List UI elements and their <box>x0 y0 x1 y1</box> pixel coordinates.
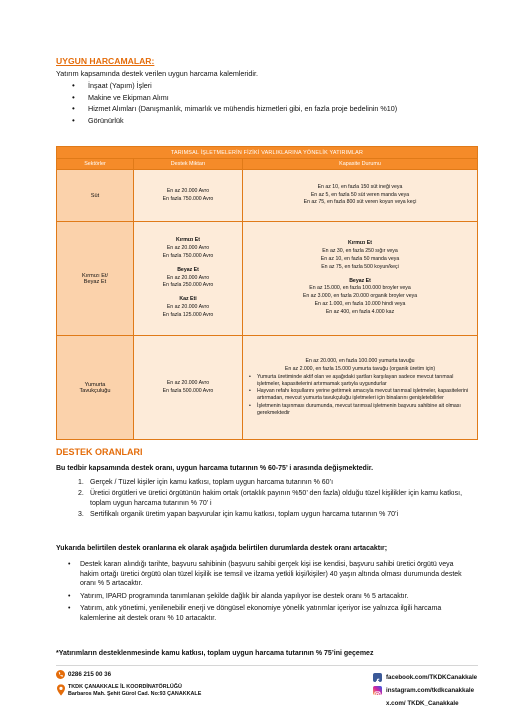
amount-cell <box>134 336 243 440</box>
table-row <box>57 336 478 440</box>
list-item: • İnşaat (Yapım) İşleri <box>66 80 397 92</box>
section-title-uygun-harcamalar: UYGUN HARCAMALAR: <box>56 56 155 66</box>
footer-address: Barbaros Mah. Şehit Gürol Cad. No:93 ÇANAKKALE <box>68 691 202 697</box>
location-icon <box>57 684 65 696</box>
sector-sut: Süt <box>57 170 134 222</box>
capacity-line: En az 20.000, en fazla 100.000 yumurta tavuğu <box>305 358 415 365</box>
list-number: 2. <box>78 490 84 497</box>
support-rate-summary: Bu tedbir kapsamında destek oranı, uygun harcama tutarının % 60-75’ i arasında değişmektedir. <box>56 465 374 472</box>
amount-line: En fazla 250.000 Avro <box>162 282 214 289</box>
capacity-line: En az 3.000, en fazla 20.000 organik broyler veya <box>302 293 418 300</box>
amount-cell <box>134 222 243 336</box>
intro-text: Yatırım kapsamında destek verilen uygun harcama kalemleridir. <box>56 69 259 78</box>
table-row <box>57 222 478 336</box>
footer-facebook-link[interactable]: facebook.com/TKDKCanakkale <box>386 674 478 681</box>
list-item: • Yatırım, atık yönetimi, yenilenebilir enerji ve döngüsel ekonomiye yönelik yatırımlar içeriyor ise yalnızca ilgili harcama kalemlerine ait destek oranı % 10 artacaktır. <box>66 604 474 623</box>
capacity-cell <box>243 336 478 440</box>
additional-rate-list <box>66 560 474 627</box>
capacity-label: Kırmızı Et <box>348 240 372 247</box>
amount-cell <box>134 170 243 222</box>
list-item: • İşletmenin taşınması durumunda, mevcut tarımsal işletmenin başvuru sahibine ait olması gerekmektedir <box>257 403 471 417</box>
capacity-label: Beyaz Et <box>349 277 371 284</box>
amount-label: Kaz Eti <box>179 296 197 303</box>
list-item: • Yatırım, IPARD programında tanımlanan şekilde dağlık bir alanda yapılıyor ise destek oranı % 5 artacaktır. <box>66 592 474 602</box>
amount-line: En fazla 750.000 Avro <box>162 253 214 259</box>
capacity-line: En az 75, en fazla 500 koyun/keçi <box>321 263 399 270</box>
capacity-line: En az 400, en fazla 4.000 kaz <box>325 308 395 315</box>
list-number: 3. <box>78 511 84 518</box>
amount-line: En az 20.000 Avro <box>166 379 210 386</box>
sector-line: Beyaz Et <box>83 278 107 285</box>
header-capacity: Kapasite Durumu <box>243 159 478 170</box>
facebook-icon <box>373 673 382 682</box>
list-text: Gerçek / Tüzel kişiler için kamu katkısı, toplam uygun harcama tutarının % 60’ı <box>90 479 334 486</box>
capacity-cell <box>243 170 478 222</box>
instagram-icon <box>373 686 382 695</box>
investment-table <box>56 146 478 440</box>
table-row <box>57 170 478 222</box>
sector-line: Kırmızı Et/ <box>81 272 109 279</box>
additional-rate-intro: Yukarıda belirtilen destek oranlarına ek olarak aşağıda belirtilen durumlarda destek oranı artacaktır; <box>56 545 388 552</box>
capacity-line: En az 10, en fazla 150 süt ineği veya <box>317 183 403 190</box>
capacity-line: En az 1.000, en fazla 10.000 hindi veya <box>314 300 406 307</box>
numbered-list <box>78 478 470 521</box>
list-item: • Hizmet Alımları (Danışmanlık, mimarlık ve mühendis hizmetleri gibi, en fazla proje bedelinin %10) <box>66 103 397 115</box>
sector-yumurta <box>57 336 134 440</box>
list-item: • Görünürlük <box>66 115 397 127</box>
amount-line: En az 20.000 Avro <box>166 274 210 281</box>
amount-line: En fazla 750.000 Avro <box>162 195 214 202</box>
list-item: • Yumurta üretiminde aktif olan ve aşağıdaki şartları karşılayan sadece mevcut tarımsal işletmeler, kapasitelerini artırmamak şartıyla uygundurlar <box>257 374 471 388</box>
phone-icon <box>56 670 65 679</box>
list-text: Sertifikalı organik üretim yapan başvurular için kamu katkısı, toplam uygun harcama tutarının % 70’i <box>90 511 399 518</box>
footer-office: TKDK ÇANAKKALE İL KOORDİNATÖRLÜĞÜ <box>68 684 182 690</box>
header-sectors: Sektörler <box>57 159 134 170</box>
capacity-line: En az 15.000, en fazla 100.000 broyler veya <box>309 285 411 292</box>
footer-divider <box>56 665 478 666</box>
list-item <box>78 478 470 488</box>
section-title-destek-oranlari: DESTEK ORANLARI <box>56 447 143 457</box>
list-item: • Destek kararı alındığı tarihte, başvuru sahibinin (başvuru sahibi gerçek kişi ise kendisi, başvuru sahibi üretici örgütü veya hakim ortağı üretici örgütü olan tüzel kişilik ise temsil ve ilzama yetkili kişi/kişiler) 40 yaşın altında olması durumunda destek oranı % 5 artacaktır. <box>66 560 474 589</box>
amount-line: En az 20.000 Avro <box>166 303 210 310</box>
list-item: • Hayvan refahı koşullarını yerine getirmek amacıyla mevcut tarımsal işletmeler, kapasitelerini artırmadan, mevcut yumurta tavukçuluğu işletmeleri için binalarını genişletebilirler <box>257 388 471 402</box>
max-rate-note: *Yatırımların desteklenmesinde kamu katkısı, toplam uygun harcama tutarının % 75’ini geçemez <box>56 650 374 657</box>
capacity-line: En az 2.000, en fazla 15.000 yumurta tavuğu (organik üretim için) <box>284 365 436 372</box>
sector-line: Tavukçuluğu <box>79 387 111 394</box>
footer-x-link[interactable]: x.com/ TKDK_Canakkale <box>386 700 459 707</box>
amount-line: En fazla 500.000 Avro <box>162 387 214 394</box>
footer-phone: 0286 215 00 36 <box>68 671 112 678</box>
amount-label: Kırmızı Et <box>176 237 200 244</box>
header-amount: Destek Miktarı <box>134 159 243 170</box>
amount-label: Beyaz Et <box>177 266 199 273</box>
capacity-line: En az 75, en fazla 800 süt veren koyun veya keçi <box>303 199 417 206</box>
amount-line: En az 20.000 Avro <box>166 245 210 252</box>
capacity-line: En az 5, en fazla 50 süt veren manda veya <box>310 191 410 198</box>
list-number: 1. <box>78 479 84 486</box>
list-item: • Makine ve Ekipman Alımı <box>66 92 397 104</box>
condition-list <box>243 374 477 417</box>
footer-instagram-link[interactable]: instagram.com/tkdkcanakkale <box>386 687 475 694</box>
capacity-cell <box>243 222 478 336</box>
expense-list <box>66 80 397 126</box>
sector-et <box>57 222 134 336</box>
sector-line: Yumurta <box>84 381 106 388</box>
list-item <box>78 510 470 520</box>
list-item <box>78 489 470 509</box>
list-text: Üretici örgütleri ve üretici örgütünün hakim ortak (ortaklık payının %50’ den fazla) olduğu tüzel kişilikler için kamu katkısı, toplam uygun harcama tutarının % 70’ i <box>90 490 463 507</box>
capacity-line: En az 30, en fazla 250 sığır veya <box>322 248 398 255</box>
amount-line: En fazla 125.000 Avro <box>162 311 214 318</box>
amount-line: En az 20.000 Avro <box>166 187 210 194</box>
table-banner: TARIMSAL İŞLETMELERİN FİZİKİ VARLIKLARINA YÖNELİK YATIRIMLAR <box>57 147 478 159</box>
capacity-line: En az 10, en fazla 50 manda veya <box>320 256 400 262</box>
